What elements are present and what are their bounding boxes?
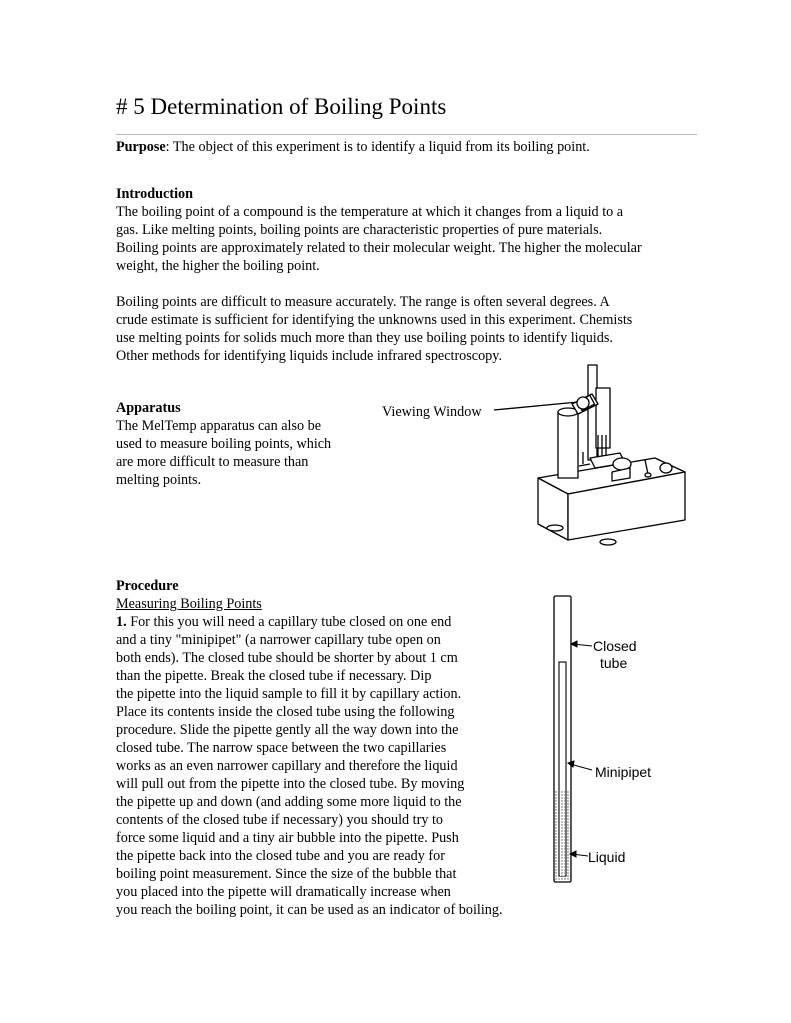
procedure-line: than the pipette. Break the closed tube if necessary. Dip [116,668,432,684]
purpose-text: : The object of this experiment is to identify a liquid from its boiling point. [165,139,590,155]
introduction-heading: Introduction [116,186,193,202]
procedure-line: the pipette back into the closed tube and you are ready for [116,848,445,864]
apparatus-section [116,399,331,489]
intro-p1-line: The boiling point of a compound is the temperature at which it changes from a liquid to a [116,204,624,220]
purpose-label: Purpose [116,139,166,155]
apparatus-line: are more difficult to measure than [116,454,309,470]
liquid-label: Liquid [588,849,626,865]
apparatus-line: The MelTemp apparatus can also be [116,418,322,434]
intro-p2-line: Other methods for identifying liquids include infrared spectroscopy. [116,348,502,364]
viewing-window-label: Viewing Window [382,404,482,420]
minipipet-label: Minipipet [595,764,652,780]
procedure-line: and a tiny "minipipet" (a narrower capillary tube open on [116,632,441,648]
procedure-line: works as an even narrower capillary and therefore the liquid [116,758,458,774]
procedure-line: the pipette up and down (and adding some more liquid to the [116,794,462,810]
step-number: 1. [116,614,127,630]
procedure-line: boiling point measurement. Since the size of the bubble that [116,866,457,882]
procedure-line: procedure. Slide the pipette gently all the way down into the [116,722,459,738]
meltemp-apparatus-figure [480,360,700,555]
intro-p2-line: use melting points for solids much more than they use boiling points to identify liquids. [116,330,613,346]
intro-p1-line: gas. Like melting points, boiling points are characteristic properties of pure materials. [116,222,603,238]
procedure-subheading: Measuring Boiling Points [116,596,262,612]
step-first-line: For this you will need a capillary tube closed on one end [126,614,452,630]
apparatus-line: used to measure boiling points, which [116,436,332,452]
procedure-line: Place its contents inside the closed tube using the following [116,704,455,720]
procedure-line: the pipette into the liquid sample to fill it by capillary action. [116,686,462,702]
procedure-line: contents of the closed tube if necessary) you should try to [116,812,444,828]
tube-label: tube [600,655,628,671]
apparatus-heading: Apparatus [116,400,181,416]
purpose-line [116,138,590,156]
procedure-line: you placed into the pipette will dramatically increase when [116,884,451,900]
closed-label: Closed [593,638,637,654]
procedure-line: force some liquid and a tiny air bubble into the pipette. Push [116,830,459,846]
page-title: # 5 Determination of Boiling Points [116,94,447,119]
apparatus-line: melting points. [116,472,202,488]
procedure-heading: Procedure [116,578,179,594]
intro-p2-line: crude estimate is sufficient for identifying the unknowns used in this experiment. Chemists [116,312,633,328]
procedure-line: you reach the boiling point, it can be used as an indicator of boiling. [116,902,503,918]
procedure-line: will pull out from the pipette into the closed tube. By moving [116,776,465,792]
title-divider [116,134,697,135]
introduction-section [116,185,642,365]
procedure-line: closed tube. The narrow space between the two capillaries [116,740,447,756]
capillary-tube-figure [540,590,680,890]
intro-p1-line: Boiling points are approximately related to their molecular weight. The higher the molecular [116,240,642,256]
procedure-section [116,577,503,919]
procedure-line: both ends). The closed tube should be shorter by about 1 cm [116,650,458,666]
intro-p2-line: Boiling points are difficult to measure accurately. The range is often several degrees. A [116,294,610,310]
intro-p1-line: weight, the higher the boiling point. [116,258,320,274]
